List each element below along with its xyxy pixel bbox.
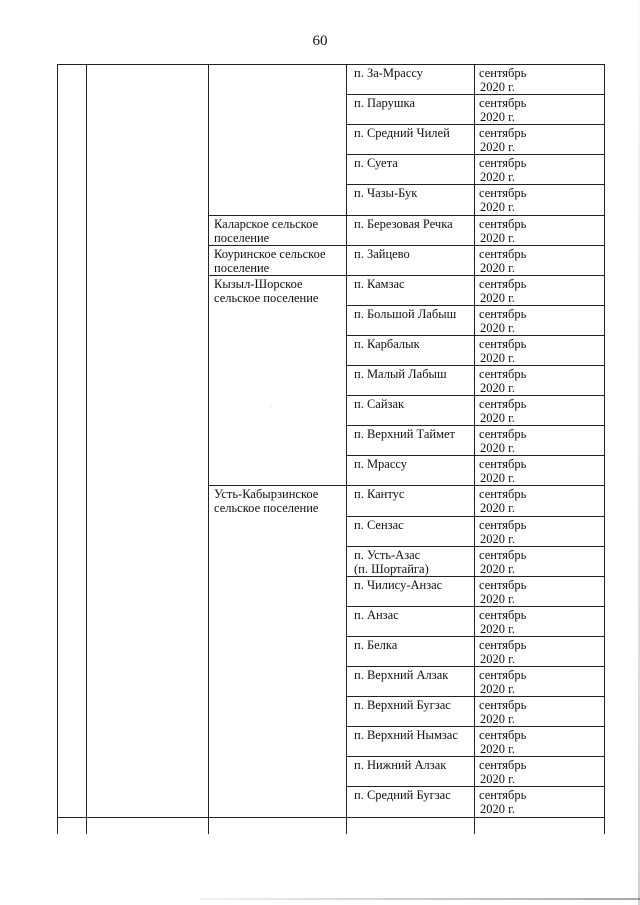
row-separator	[346, 756, 605, 757]
column-divider-1	[86, 64, 87, 834]
date-year: 2020 г.	[480, 682, 515, 696]
page-number: 60	[312, 33, 328, 49]
date-month: сентябрь	[479, 367, 527, 381]
date-month: сентябрь	[479, 578, 527, 592]
date-year: 2020 г.	[480, 802, 515, 816]
row-separator	[346, 666, 605, 667]
date-year: 2020 г.	[480, 562, 515, 576]
row-separator	[346, 455, 605, 456]
column-divider-2	[208, 64, 209, 834]
settlement-name: п. Чазы-Бук	[354, 186, 418, 200]
date-month: сентябрь	[479, 518, 527, 532]
settlement-name: п. Кантус	[354, 487, 405, 501]
date-year: 2020 г.	[480, 291, 515, 305]
district-name: Усть-Кабырзинское	[214, 487, 319, 501]
date-year: 2020 г.	[480, 622, 515, 636]
date-month: сентябрь	[479, 758, 527, 772]
settlement-name: п. Верхний Таймет	[354, 427, 456, 441]
settlement-name: п. Анзас	[354, 608, 399, 622]
settlement-name: п. Белка	[354, 638, 398, 652]
row-separator	[346, 215, 605, 216]
district-name: сельское поселение	[214, 291, 319, 305]
date-year: 2020 г.	[480, 592, 515, 606]
date-year: 2020 г.	[480, 110, 515, 124]
district-name: Каларское сельское	[214, 217, 319, 231]
date-month: сентябрь	[479, 337, 527, 351]
row-separator	[346, 245, 605, 246]
date-month: сентябрь	[479, 698, 527, 712]
row-separator	[346, 94, 605, 95]
date-month: сентябрь	[479, 608, 527, 622]
district-name: сельское поселение	[214, 501, 319, 515]
row-separator	[346, 395, 605, 396]
date-month: сентябрь	[479, 788, 527, 802]
date-year: 2020 г.	[480, 652, 515, 666]
district-name: Кызыл-Шорское	[214, 277, 303, 291]
date-month: сентябрь	[479, 156, 527, 170]
scan-edge-shadow-bottom	[200, 898, 640, 900]
date-month: сентябрь	[479, 126, 527, 140]
row-separator	[346, 365, 605, 366]
settlement-name: п. Сензас	[354, 518, 404, 532]
date-year: 2020 г.	[480, 381, 515, 395]
row-separator	[346, 154, 605, 155]
settlement-name: п. Сайзак	[354, 397, 405, 411]
scan-speck: ·	[270, 404, 272, 410]
row-separator	[346, 516, 605, 517]
row-separator	[346, 184, 605, 185]
date-year: 2020 г.	[480, 742, 515, 756]
settlement-name: п. Мрассу	[354, 457, 408, 471]
date-month: сентябрь	[479, 307, 527, 321]
row-separator	[346, 485, 605, 486]
date-year: 2020 г.	[480, 532, 515, 546]
row-separator	[346, 546, 605, 547]
table-border-top	[57, 64, 605, 65]
date-year: 2020 г.	[480, 321, 515, 335]
date-month: сентябрь	[479, 487, 527, 501]
district-name: поселение	[214, 261, 270, 275]
date-month: сентябрь	[479, 96, 527, 110]
date-year: 2020 г.	[480, 471, 515, 485]
row-separator	[346, 606, 605, 607]
date-month: сентябрь	[479, 186, 527, 200]
date-month: сентябрь	[479, 66, 527, 80]
date-year: 2020 г.	[480, 351, 515, 365]
date-month: сентябрь	[479, 728, 527, 742]
date-year: 2020 г.	[480, 411, 515, 425]
row-separator	[346, 305, 605, 306]
date-month: сентябрь	[479, 668, 527, 682]
row-separator	[346, 696, 605, 697]
date-month: сентябрь	[479, 397, 527, 411]
settlement-name: п. Чилису-Анзас	[354, 578, 443, 592]
date-year: 2020 г.	[480, 441, 515, 455]
settlement-name: п. Камзас	[354, 277, 405, 291]
settlement-name: п. Верхний Нымзас	[354, 728, 458, 742]
date-year: 2020 г.	[480, 200, 515, 214]
date-month: сентябрь	[479, 548, 527, 562]
row-separator	[346, 425, 605, 426]
settlement-name: п. Зайцево	[354, 247, 410, 261]
date-year: 2020 г.	[480, 140, 515, 154]
table-border-left	[57, 64, 58, 834]
settlement-name: п. Средний Бугзас	[354, 788, 451, 802]
date-month: сентябрь	[479, 247, 527, 261]
settlement-name: п. Верхний Алзак	[354, 668, 449, 682]
date-month: сентябрь	[479, 638, 527, 652]
date-year: 2020 г.	[480, 712, 515, 726]
settlement-name: (п. Шортайга)	[354, 562, 429, 576]
date-year: 2020 г.	[480, 231, 515, 245]
settlement-name: п. Суета	[354, 156, 398, 170]
settlement-name: п. Средний Чилей	[354, 126, 450, 140]
settlement-name: п. Усть-Азас	[354, 548, 421, 562]
settlement-name: п. Березовая Речка	[354, 217, 453, 231]
row-separator	[346, 124, 605, 125]
district-name: Коуринское сельское	[214, 247, 326, 261]
date-month: сентябрь	[479, 457, 527, 471]
row-separator	[346, 636, 605, 637]
date-year: 2020 г.	[480, 261, 515, 275]
date-year: 2020 г.	[480, 772, 515, 786]
settlement-name: п. Малый Лабыш	[354, 367, 447, 381]
settlement-name: п. Большой Лабыш	[354, 307, 457, 321]
district-separator	[208, 215, 347, 216]
settlement-name: п. Верхний Бугзас	[354, 698, 451, 712]
date-year: 2020 г.	[480, 170, 515, 184]
settlements-table	[0, 64, 640, 834]
settlement-name: п. Карбалык	[354, 337, 420, 351]
row-separator	[346, 275, 605, 276]
settlement-name: п. Парушка	[354, 96, 415, 110]
column-divider-3	[346, 64, 347, 834]
date-month: сентябрь	[479, 277, 527, 291]
date-month: сентябрь	[479, 217, 527, 231]
date-year: 2020 г.	[480, 80, 515, 94]
district-name: поселение	[214, 231, 270, 245]
column-divider-4	[474, 64, 475, 834]
district-separator	[208, 485, 347, 486]
row-separator	[346, 786, 605, 787]
table-border-right	[604, 64, 605, 834]
settlement-name: п. Нижний Алзак	[354, 758, 447, 772]
date-year: 2020 г.	[480, 501, 515, 515]
date-month: сентябрь	[479, 427, 527, 441]
row-separator	[346, 335, 605, 336]
row-separator	[346, 726, 605, 727]
table-border-bottom	[57, 817, 605, 818]
settlement-name: п. За-Мрассу	[354, 66, 424, 80]
